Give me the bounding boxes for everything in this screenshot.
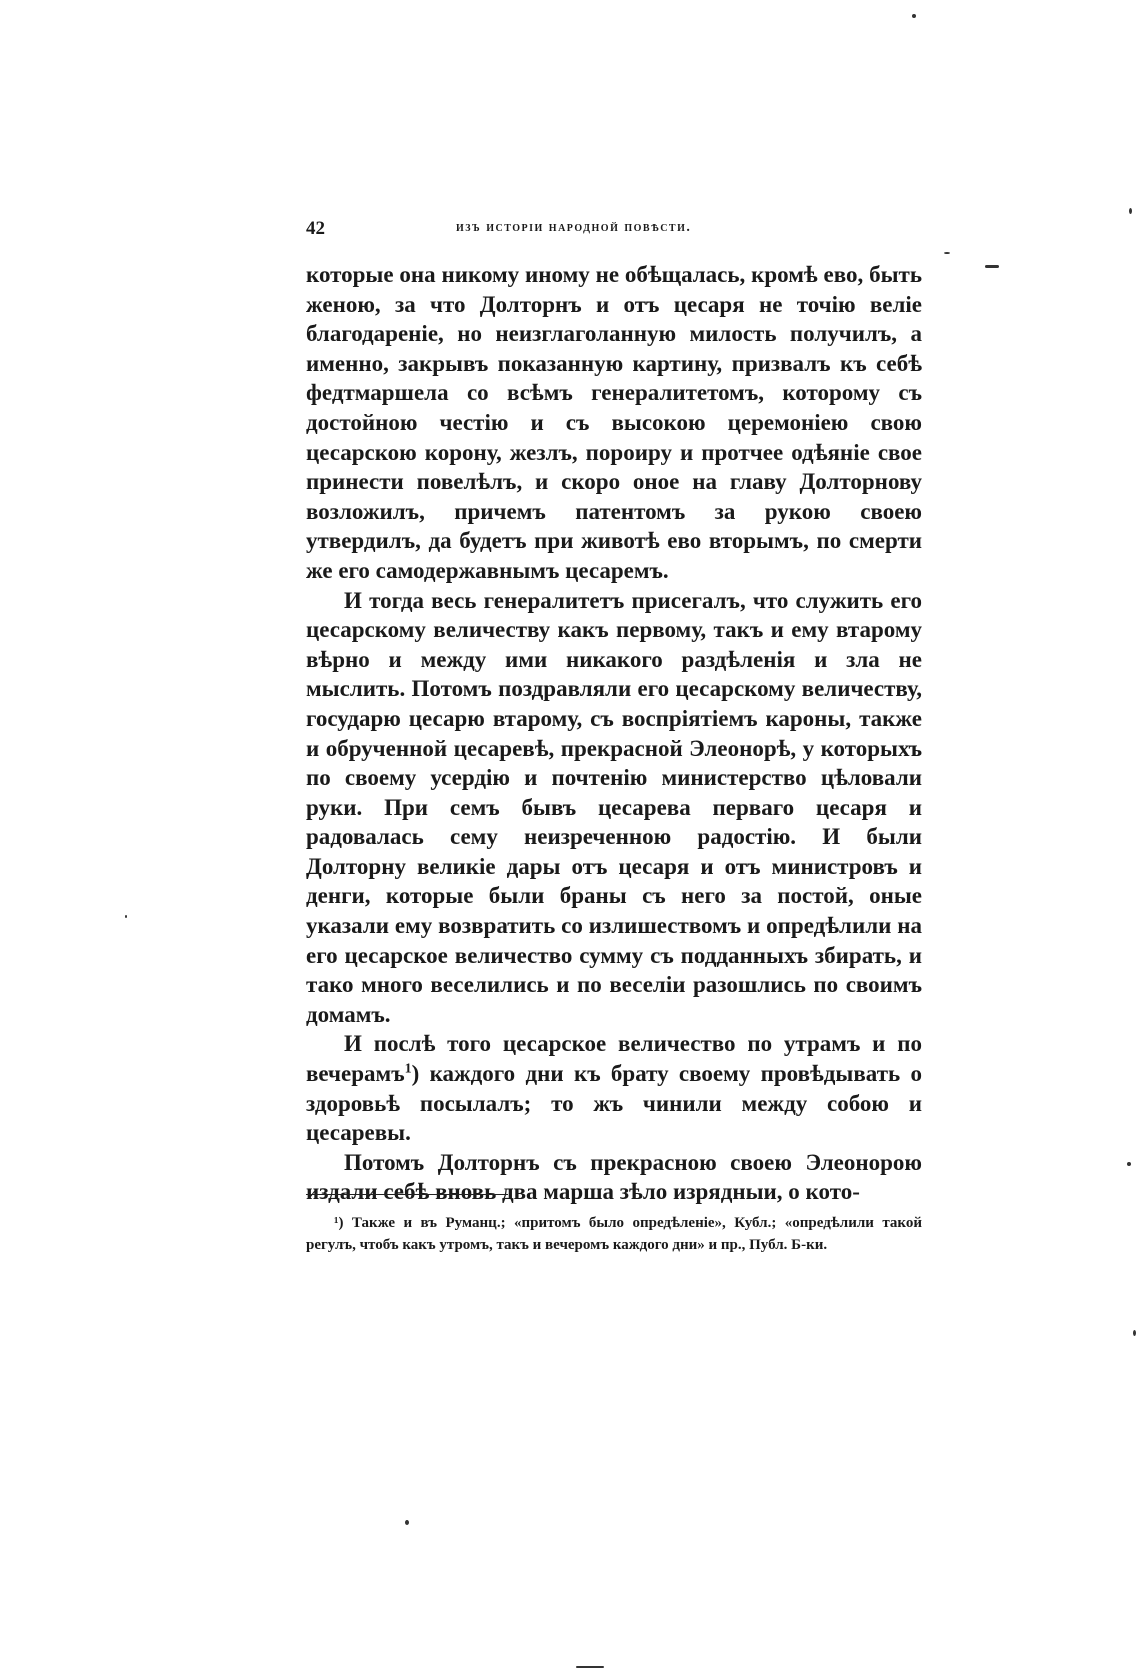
paragraph-4: Потомъ Долторнъ съ прекрасною своею Элеонорою издали себѣ вновь два марша зѣло изрядныи, о кото- <box>306 1149 922 1205</box>
paragraph-2: И тогда весь генералитетъ присегалъ, что служить его цесарскому величеству какъ первому, такъ и ему втарому вѣрно и между ими никакого раздѣленія и зла не мыслить. Потомъ поздравляли его цесарскому величеству, государю цесарю втарому, съ воспріятіемъ кароны, также и обрученной цесаревѣ, прекрасной Элеонорѣ, у которыхъ по своему усердію и почтенію министерство цѣловали руки. При семъ бывъ цесарева перваго цесаря и радовалась сему неизреченною радостію. И были Долторну великіе дары отъ цесаря и отъ министровъ и денги, которые были браны съ него за постой, оные указали ему возвратить со излишествомъ и опредѣлили на его цесарское величество сумму съ подданныхъ збирать, и тако много веселились и по веселіи разошлись по своимъ домамъ. <box>306 587 922 1027</box>
scan-speck <box>576 1666 604 1668</box>
scan-speck <box>405 1520 409 1525</box>
paragraph-3-text-before: И послѣ того цесарское величество по утрамъ и по вечерамъ <box>306 1031 922 1087</box>
body-text <box>306 260 922 1207</box>
running-title: изъ исторіи народной повѣсти. <box>456 220 692 235</box>
scan-speck <box>125 915 127 918</box>
paragraph-1: которые она никому иному не обѣщалась, кромѣ ево, быть женою, за что Долторнъ и отъ цесаря не точію веліе благодареніе, но неизглаголанную милость получилъ, а именно, закрывъ показанную картину, призвалъ къ себѣ федтмаршела со всѣмъ генералитетомъ, которому съ достойною честію и съ высокою церемоніею свою цесарскою корону, жезлъ, пороиру и протчее одѣяніе свое принести повелѣлъ, и скоро оное на главу Долторнову возложилъ, причемъ патентомъ за рукою своею утвердилъ, да будетъ при животѣ ево вторымъ, по смерти же его самодержавнымъ цесаремъ. <box>306 262 922 583</box>
paragraph-3 <box>306 1029 922 1147</box>
scan-speck <box>1133 1330 1136 1336</box>
footnote-marker: ¹ <box>334 1215 339 1231</box>
scan-speck <box>912 14 916 18</box>
footnote-divider <box>306 1194 508 1195</box>
scan-speck <box>944 252 950 254</box>
page-number: 42 <box>306 218 325 239</box>
footnote-text <box>306 1212 922 1256</box>
scan-speck <box>985 265 999 268</box>
footnote-reference[interactable]: 1 <box>404 1061 412 1077</box>
scan-speck <box>1127 1162 1131 1166</box>
page-header <box>306 218 904 246</box>
footnote <box>306 1212 922 1256</box>
scan-speck <box>1129 208 1132 214</box>
footnote-body: ) Также и въ Руманц.; «притомъ было опредѣленіе», Кубл.; «опредѣлили такой регулъ, чтобъ какъ утромъ, такъ и вечеромъ каждого дни» и пр., Публ. Б-ки. <box>306 1215 922 1253</box>
paragraph-3-text-after: ) каждого дни къ брату своему провѣдывать о здоровьѣ посылалъ; то жъ чинили между собою и цесаревы. <box>306 1061 922 1146</box>
